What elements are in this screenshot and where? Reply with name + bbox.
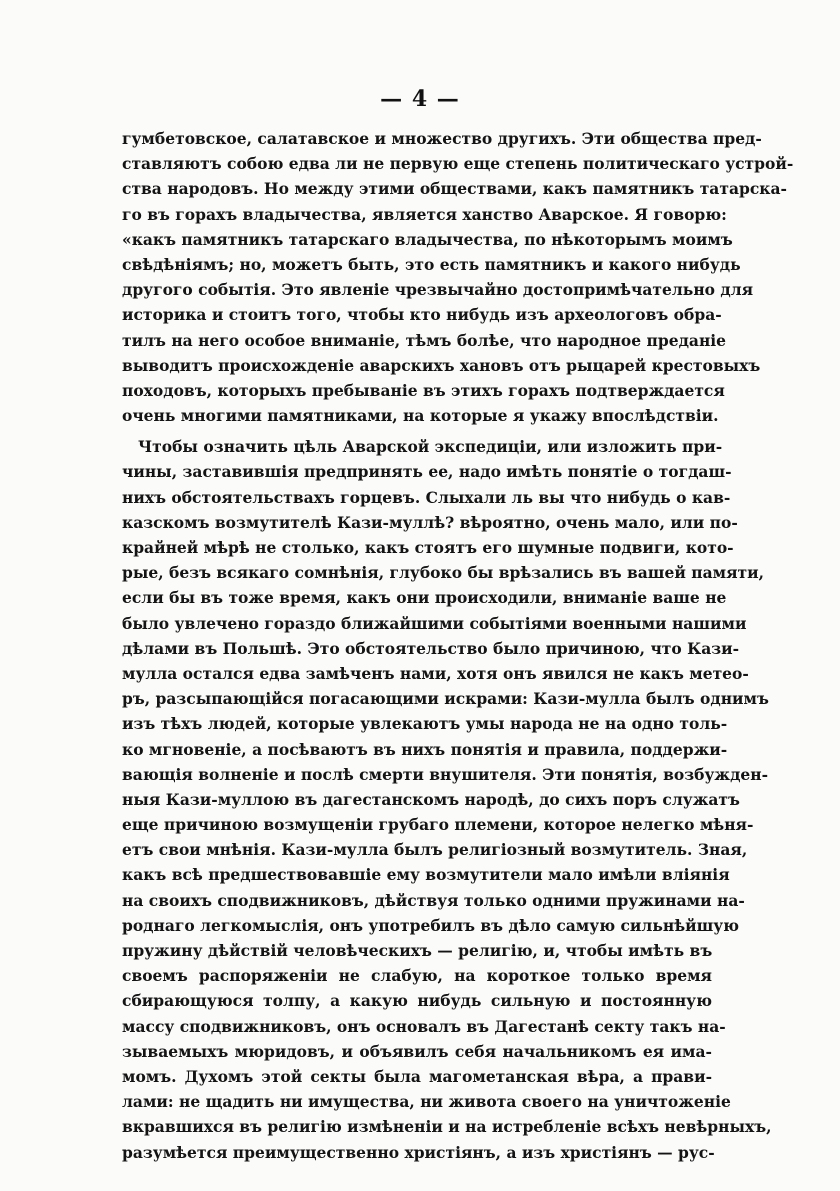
text-line: вающія волненіе и послѣ смерти внушителя. Эти понятія, возбужден- (122, 764, 769, 784)
text-line: сбирающуюся толпу, а какую нибудь сильную и постоянную (122, 991, 712, 1011)
text-line: ставляютъ собою едва ли не первую еще степень политическаго устрой- (122, 154, 794, 174)
text-line: походовъ, которыхъ пребываніе въ этихъ горахъ подтверждается (122, 380, 725, 400)
text-line: свѣдѣніямъ; но, можетъ быть, это есть памятникъ и какого нибудь (122, 254, 741, 274)
text-line: изъ тѣхъ людей, которые увлекаютъ умы народа не на одно толь- (122, 714, 728, 734)
text-line: своемъ распоряженіи не слабую, на короткое только время (122, 966, 712, 986)
text-line: ко мгновеніе, а посѣваютъ въ нихъ понятія и правила, поддержи- (122, 739, 728, 759)
text-line: зываемыхъ мюридовъ, и объявилъ себя начальникомъ ея има- (122, 1041, 712, 1061)
page-number: — 4 — (380, 86, 460, 112)
text-line: если бы въ тоже время, какъ они происходили, вниманіе ваше не (122, 588, 727, 608)
text-line: етъ свои мнѣнія. Кази-мулла былъ религіозный возмутитель. Зная, (122, 840, 748, 860)
text-line: какъ всѣ предшествовавшіе ему возмутители мало имѣли вліянія (122, 865, 730, 885)
text-line: очень многими памятниками, на которые я укажу впослѣдствіи. (122, 406, 719, 426)
text-line: роднаго легкомыслія, онъ употребилъ въ дѣло самую сильнѣйшую (122, 915, 740, 935)
text-line: ства народовъ. Но между этими обществами, какъ памятникъ татарска- (122, 179, 787, 199)
text-line: другого событія. Это явленіе чрезвычайно достопримѣчательно для (122, 280, 754, 300)
text-line: было увлечено гораздо ближайшими событіями военными нашими (122, 613, 747, 633)
text-line: ръ, разсыпающійся погасающими искрами: Кази-мулла былъ однимъ (122, 689, 769, 709)
body-text (122, 126, 794, 1165)
text-line: Чтобы означить цѣль Аварской экспедиціи, или изложить при- (138, 437, 723, 457)
text-line: вкравшихся въ религію измѣненіи и на истребленіе всѣхъ невѣрныхъ, (122, 1117, 772, 1137)
text-line: лами: не щадить ни имущества, ни живота своего на уничтоженіе (122, 1092, 731, 1112)
text-line: тилъ на него особое вниманіе, тѣмъ болѣе, что народное преданіе (122, 330, 727, 350)
text-line: пружину дѣйствій человѣческихъ — религію, и, чтобы имѣть въ (122, 941, 713, 960)
text-line: на своихъ сподвижниковъ, дѣйствуя только одними пружинами на- (122, 890, 745, 910)
text-line: мулла остался едва замѣченъ нами, хотя онъ явился не какъ метео- (122, 663, 749, 683)
text-line: гумбетовское, салатавское и множество другихъ. Эти общества пред- (122, 129, 762, 148)
text-line: нихъ обстоятельствахъ горцевъ. Слыхали ль вы что нибудь о кав- (122, 487, 731, 507)
text-line: еще причиною возмущеніи грубаго племени, которое нелегко мѣня- (122, 815, 754, 835)
text-line: ныя Кази-муллою въ дагестанскомъ народѣ, до сихъ поръ служатъ (122, 789, 740, 809)
text-line: го въ горахъ владычества, является ханство Аварское. Я говорю: (122, 204, 727, 224)
text-line: выводитъ происхожденіе аварскихъ хановъ отъ рыцарей крестовыхъ (122, 355, 761, 375)
text-line: дѣлами въ Польшѣ. Это обстоятельство было причиною, что Кази- (122, 638, 740, 658)
text-line: разумѣется преимущественно христіянъ, а изъ христіянъ — рус- (122, 1142, 715, 1162)
text-line: чины, заставившія предпринять ее, надо имѣть понятіе о тогдаш- (122, 462, 732, 482)
text-line: историка и стоитъ того, чтобы кто нибудь изъ археологовъ обра- (122, 305, 722, 325)
text-line: крайней мѣрѣ не столько, какъ стоятъ его шумные подвиги, кото- (122, 538, 734, 557)
text-line: рые, безъ всякаго сомнѣнія, глубоко бы врѣзались въ вашей памяти, (122, 563, 765, 583)
text-line: казскомъ возмутителѣ Кази-муллѣ? вѣроятно, очень мало, или по- (122, 512, 738, 532)
text-line: «какъ памятникъ татарскаго владычества, по нѣкоторымъ моимъ (122, 229, 733, 249)
text-line: момъ. Духомъ этой секты была магометанская вѣра, а прави- (122, 1066, 712, 1086)
text-line: массу сподвижниковъ, онъ основалъ въ Дагестанѣ секту такъ на- (122, 1016, 726, 1036)
